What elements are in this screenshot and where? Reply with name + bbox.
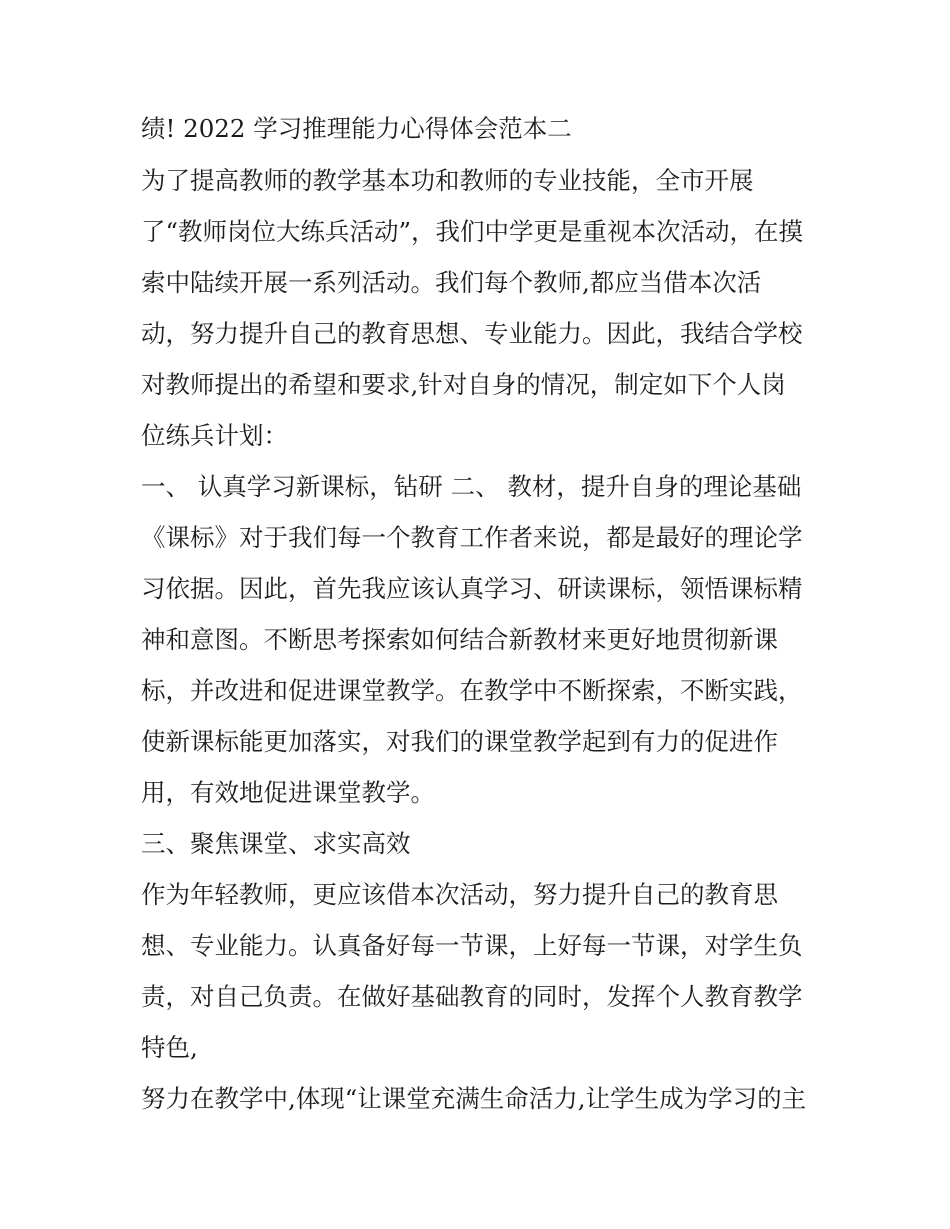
text-line: 标，并改进和促进课堂教学。在教学中不断探索，不断实践， (141, 676, 803, 705)
text-line: 动，努力提升自己的教育思想、专业能力。因此，我结合学校 (141, 319, 803, 348)
text-line: 为了提高教师的教学基本功和教师的专业技能，全市开展 (141, 166, 754, 195)
text-line: 了“教师岗位大练兵活动”，我们中学更是重视本次活动，在摸 (141, 217, 804, 246)
text-line: 位练兵计划： (141, 421, 288, 450)
text-line: 索中陆续开展一系列活动。我们每个教师,都应当借本次活 (141, 268, 762, 297)
section-heading: 一、 认真学习新课标，钻研 二、 教材，提升自身的理论基础 (141, 472, 802, 501)
text-line: 责，对自己负责。在做好基础教育的同时，发挥个人教育教学 (141, 982, 803, 1011)
text-line: 用，有效地促进课堂教学。 (141, 778, 435, 807)
text-line: 特色, (141, 1033, 198, 1062)
text-line: 作为年轻教师，更应该借本次活动，努力提升自己的教育思 (141, 880, 778, 909)
section-heading: 三、聚焦课堂、求实高效 (141, 829, 411, 858)
text-line: 神和意图。不断思考探索如何结合新教材来更好地贯彻新课 (141, 625, 778, 654)
text-line: 使新课标能更加落实，对我们的课堂教学起到有力的促进作 (141, 727, 778, 756)
text-line: 习依据。因此，首先我应该认真学习、研读课标，领悟课标精 (141, 574, 803, 603)
text-line: 绩! 2022 学习推理能力心得体会范本二 (141, 114, 572, 143)
text-line: 努力在教学中,体现“让课堂充满生命活力,让学生成为学习的主 (141, 1084, 807, 1113)
text-line: 想、专业能力。认真备好每一节课，上好每一节课，对学生负 (141, 931, 803, 960)
text-line: 对教师提出的希望和要求,针对自身的情况，制定如下个人岗 (141, 370, 786, 399)
text-line: 《课标》对于我们每一个教育工作者来说，都是最好的理论学 (141, 523, 803, 552)
